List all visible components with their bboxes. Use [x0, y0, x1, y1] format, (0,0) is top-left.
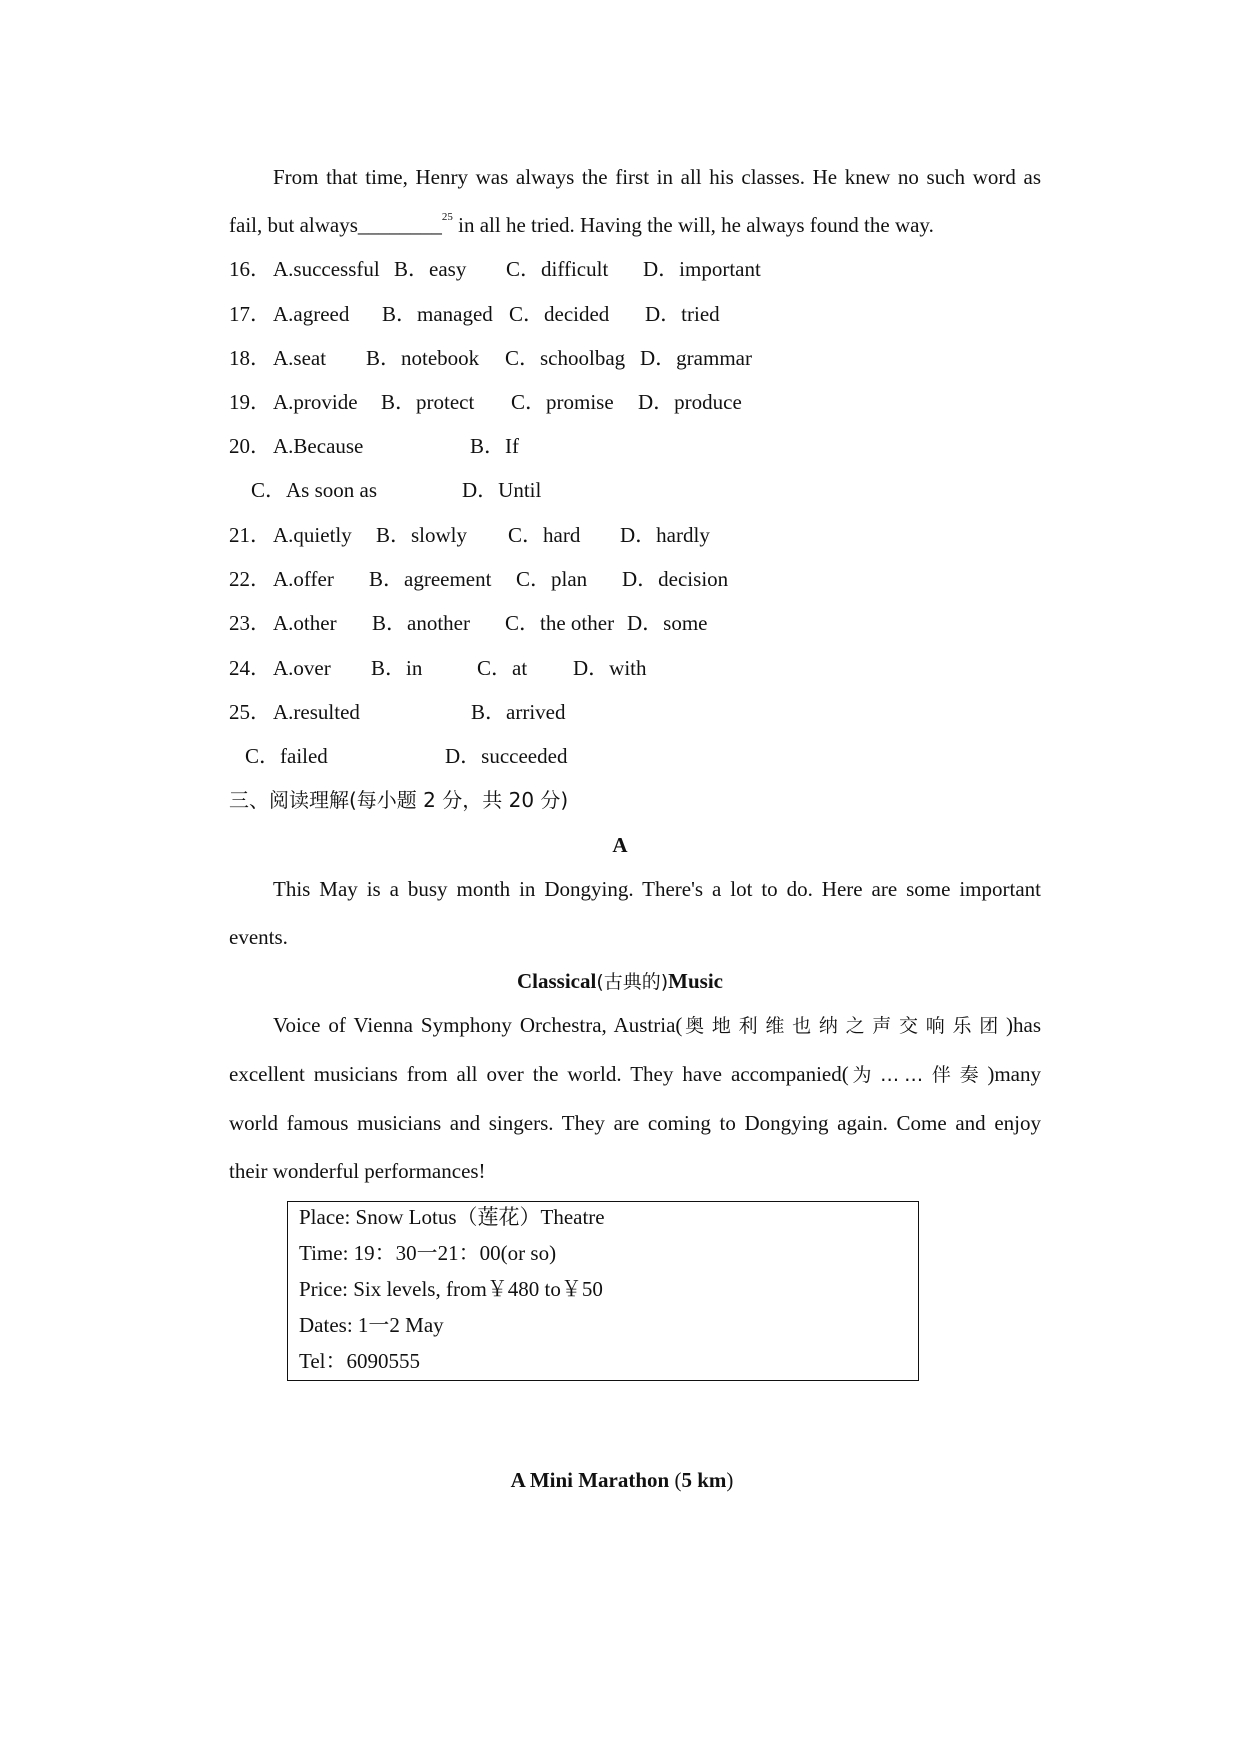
info-place: Place: Snow Lotus（莲花）Theatre [299, 1205, 605, 1229]
question-19 [229, 389, 742, 415]
paragraph-line: their wonderful performances! [229, 1159, 486, 1183]
option-b: B．arrived [471, 700, 566, 724]
question-number: 24． [229, 656, 271, 680]
info-dates: Dates: 1一2 May [299, 1313, 444, 1337]
info-price: Price: Six levels, from￥480 to￥50 [299, 1277, 603, 1301]
passage-line: From that time, Henry was always the first in all his classes. He knew no such word as [273, 165, 1041, 189]
paragraph-line: world famous musicians and singers. They are coming to Dongying again. Come and enjoy [229, 1111, 1041, 1135]
option-d: D．produce [638, 390, 742, 414]
option-d: D．important [643, 257, 761, 281]
option-a: A.resulted [273, 700, 360, 724]
question-number: 22． [229, 567, 271, 591]
option-c: C．promise [511, 390, 614, 414]
option-b: B．agreement [369, 567, 492, 591]
question-16 [229, 256, 761, 282]
question-23 [229, 610, 708, 636]
option-a: A.other [273, 611, 337, 635]
blank-number: 25 [441, 211, 453, 223]
option-a: A.seat [273, 346, 327, 370]
intro-line: events. [229, 925, 288, 949]
option-b: B．in [371, 656, 423, 680]
title-text: 5 km [681, 1468, 727, 1492]
title-cn: (古典的) [596, 971, 669, 993]
option-a: A.provide [273, 390, 358, 414]
question-number: 17． [229, 302, 271, 326]
option-b: B．protect [381, 390, 475, 414]
question-number: 16． [229, 257, 271, 281]
question-25-options-cd [245, 743, 568, 769]
title-text: ) [726, 1468, 734, 1492]
question-number: 21． [229, 523, 271, 547]
question-25 [229, 699, 566, 725]
option-d: D．decision [622, 567, 729, 591]
option-d: D．with [573, 656, 647, 680]
text: )many [987, 1062, 1041, 1086]
option-a: A.offer [273, 567, 334, 591]
option-c: C．decided [509, 302, 610, 326]
question-number: 18． [229, 346, 271, 370]
option-b: B．managed [382, 302, 493, 326]
option-b: B．notebook [366, 346, 480, 370]
question-number: 19． [229, 390, 271, 414]
intro-line: This May is a busy month in Dongying. There's a lot to do. Here are some important [273, 877, 1041, 901]
title-text: ( [669, 1468, 682, 1492]
text: excellent musicians from all over the world. They have accompanied( [229, 1062, 849, 1086]
event-info-box [287, 1201, 919, 1381]
option-a: A.over [273, 656, 331, 680]
text-cn: 奥地利维也纳之声交响乐团 [682, 1015, 1006, 1037]
question-24 [229, 655, 647, 681]
marathon-title [2, 1467, 1240, 1493]
option-c: C．the other [505, 611, 615, 635]
text: Voice of Vienna Symphony Orchestra, Austria( [273, 1013, 683, 1037]
question-20 [229, 433, 519, 459]
option-d: D．grammar [640, 346, 752, 370]
option-a: A.successful [273, 257, 380, 281]
option-c: C．schoolbag [505, 346, 626, 370]
part-label: A [612, 833, 628, 857]
title-text: A Mini Marathon [510, 1468, 670, 1492]
paragraph-line [273, 1012, 1041, 1039]
option-a: A.agreed [273, 302, 350, 326]
question-18 [229, 345, 752, 371]
option-d: D．succeeded [445, 744, 568, 768]
section-heading: 三、阅读理解(每小题 2 分，共 20 分) [229, 788, 569, 812]
info-tel: Tel：6090555 [299, 1349, 421, 1373]
option-c: C．failed [245, 744, 328, 768]
option-d: D．hardly [620, 523, 710, 547]
option-c: C．As soon as [251, 478, 378, 502]
option-b: B．slowly [376, 523, 468, 547]
title-text: Classical [517, 969, 597, 993]
text: )has [1006, 1013, 1041, 1037]
option-b: B．If [470, 434, 519, 458]
question-21 [229, 522, 710, 548]
question-20-options-cd [251, 477, 542, 503]
paragraph-line [229, 1061, 1041, 1088]
question-number: 23． [229, 611, 271, 635]
option-d: D．Until [462, 478, 542, 502]
option-c: C．at [477, 656, 528, 680]
question-number: 25． [229, 700, 271, 724]
text: fail, but always [229, 213, 358, 237]
passage-line-with-blank [229, 212, 934, 238]
option-c: C．hard [508, 523, 581, 547]
text-cn: 为……伴奏 [848, 1064, 988, 1086]
text: in all he tried. Having the will, he always found the way. [452, 213, 934, 237]
option-d: D．tried [645, 302, 720, 326]
option-d: D．some [627, 611, 708, 635]
question-17 [229, 301, 720, 327]
title-text: Music [668, 969, 723, 993]
info-time: Time: 19：30一21：00(or so) [299, 1241, 557, 1265]
option-c: C．plan [516, 567, 588, 591]
question-number: 20． [229, 434, 271, 458]
classical-music-title [0, 968, 1240, 995]
blank: ________ [357, 213, 442, 237]
option-b: B．another [372, 611, 470, 635]
option-a: A.Because [273, 434, 364, 458]
option-c: C．difficult [506, 257, 609, 281]
option-a: A.quietly [273, 523, 352, 547]
option-b: B．easy [394, 257, 467, 281]
question-22 [229, 566, 729, 592]
